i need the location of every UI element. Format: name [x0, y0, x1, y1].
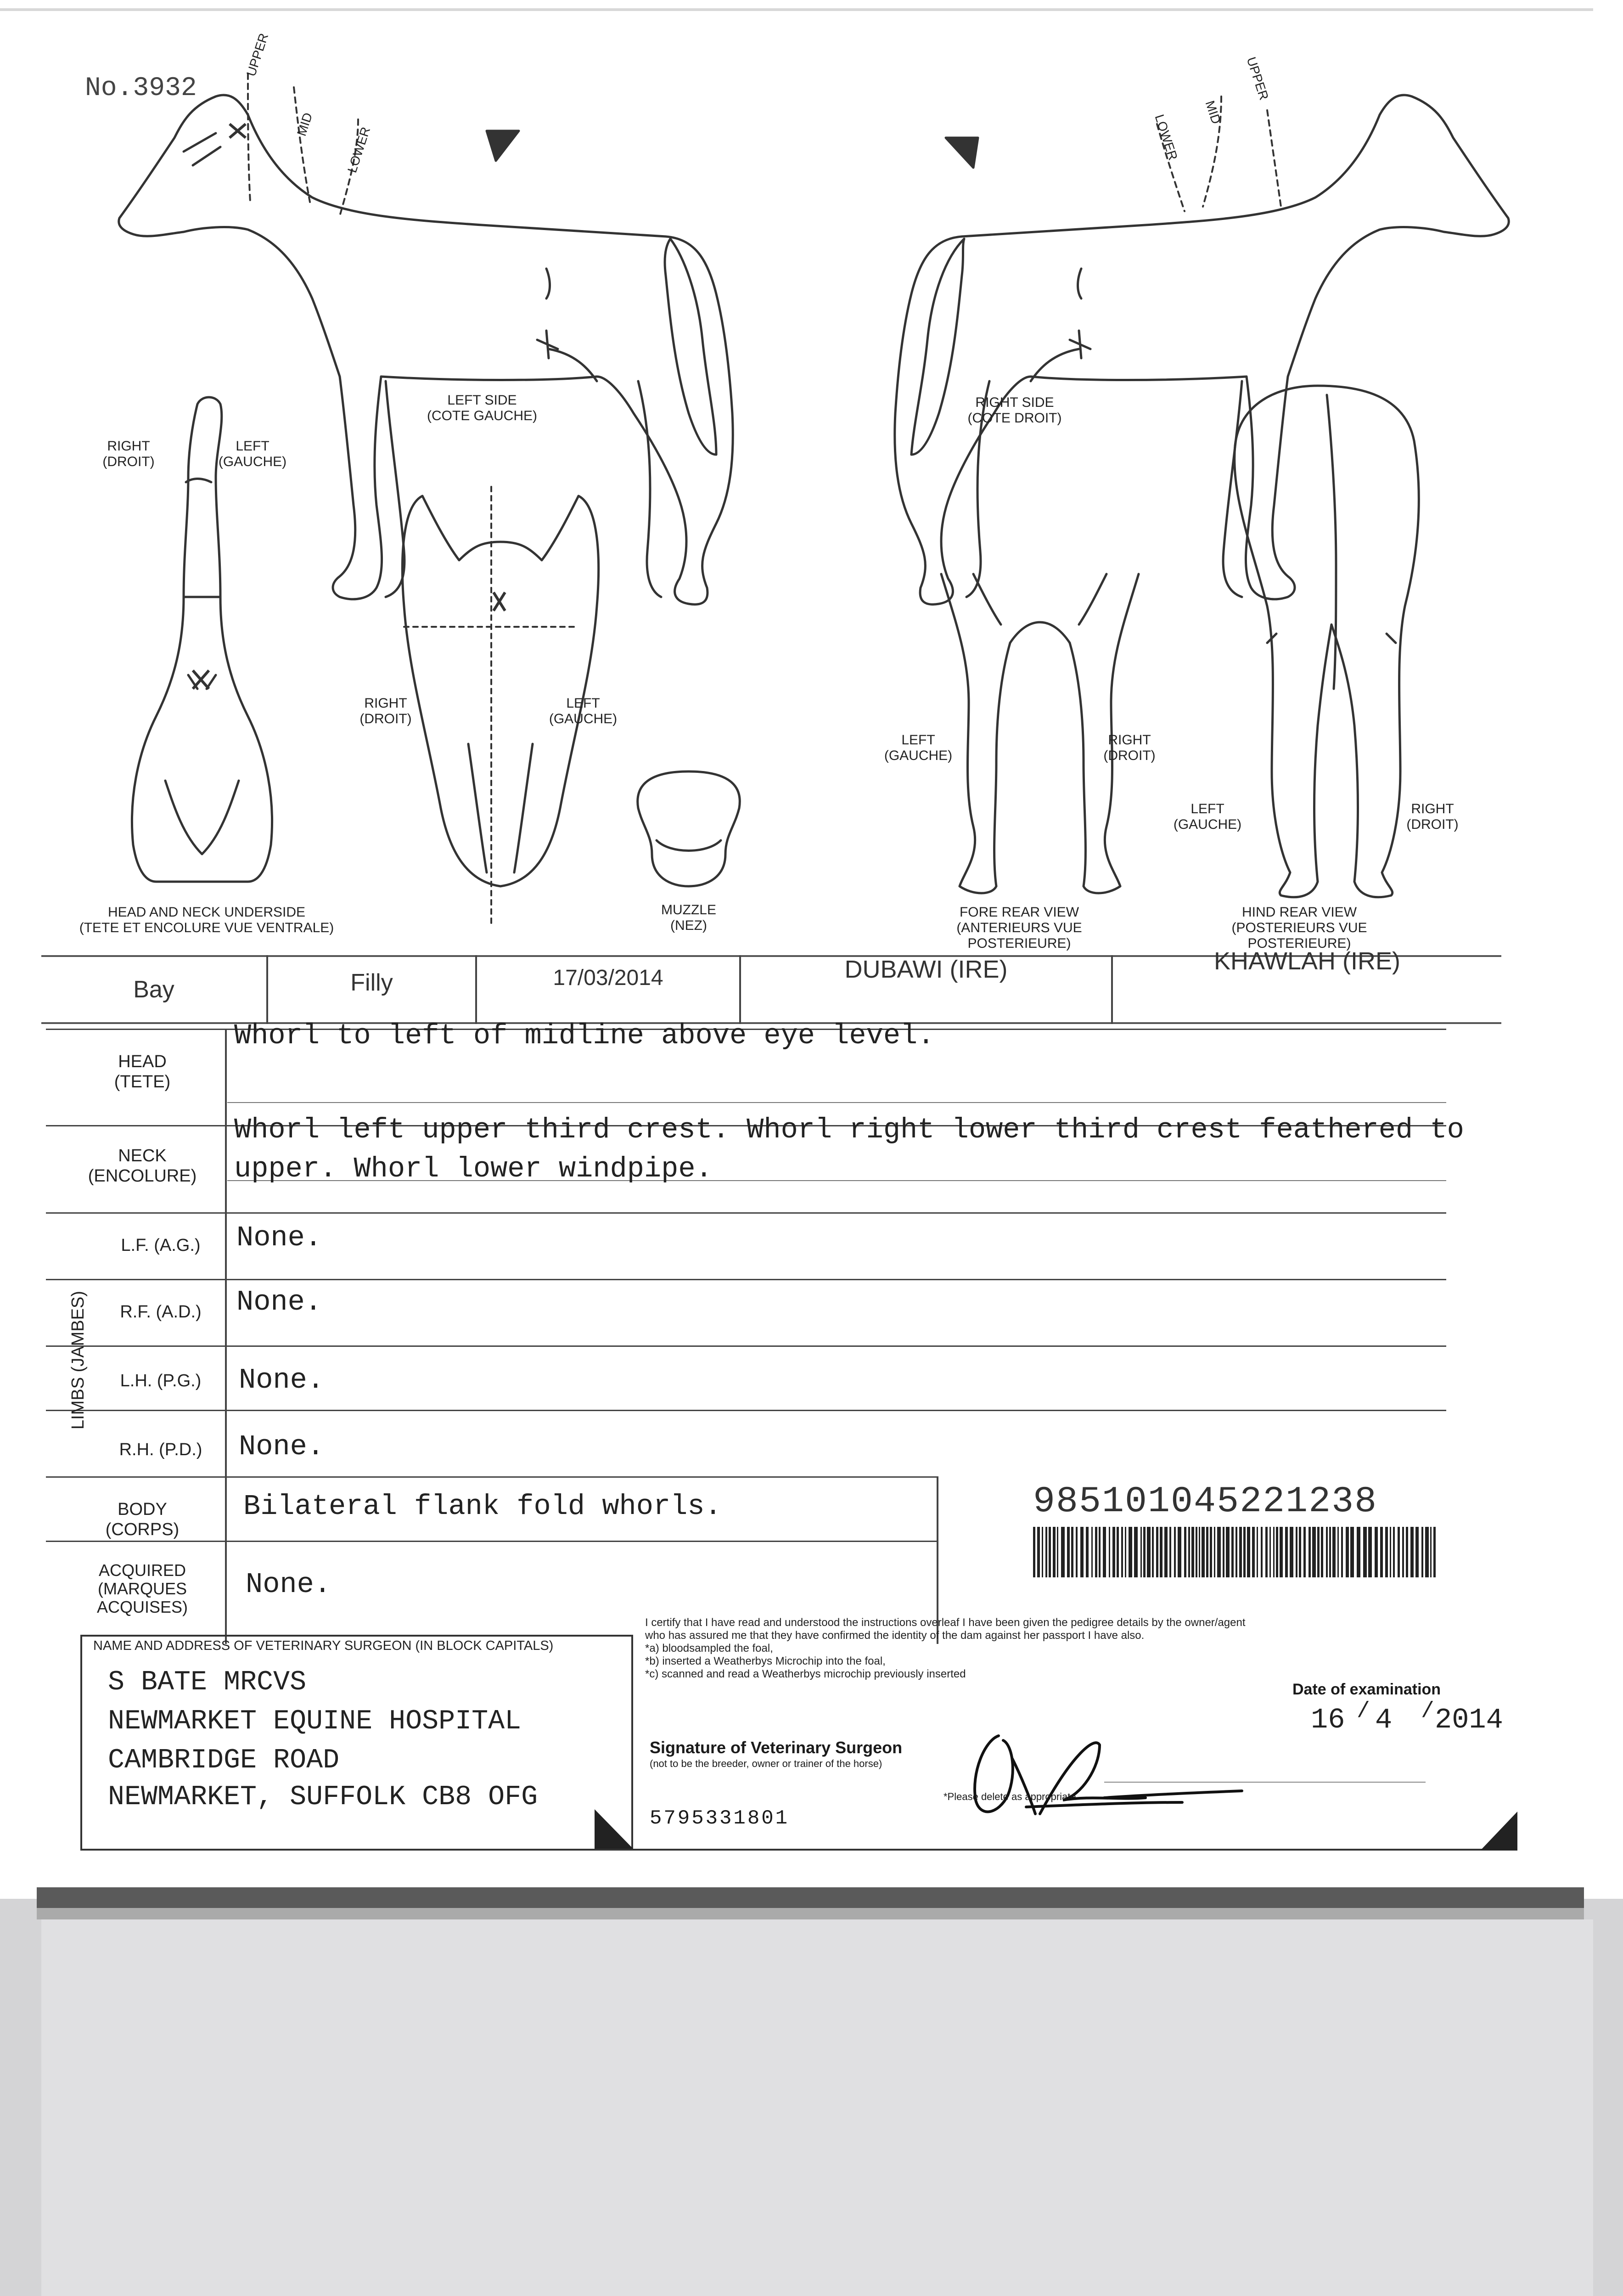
body-marking-text: Bilateral flank fold whorls. — [243, 1490, 722, 1523]
exam-date-sep1: / — [1357, 1699, 1370, 1724]
barcode-bar — [1296, 1527, 1297, 1577]
barcode-bar — [1326, 1527, 1328, 1577]
corner-mark-left — [595, 1809, 633, 1851]
barcode-bar — [1303, 1527, 1306, 1577]
microchip-barcode — [1033, 1527, 1446, 1577]
neck-level-mid-right: MID — [1202, 99, 1224, 126]
barcode-bar — [1350, 1527, 1354, 1577]
barcode-bar — [1076, 1527, 1078, 1577]
barcode-bar — [1265, 1527, 1268, 1577]
barcode-bar — [1380, 1527, 1383, 1577]
barcode-bar — [1206, 1527, 1208, 1577]
horse-sire: DUBAWI (IRE) — [844, 956, 1008, 983]
barcode-bar — [1363, 1527, 1367, 1577]
signature-note: (not to be the breeder, owner or trainer of the horse) — [650, 1758, 882, 1769]
barcode-bar — [1385, 1527, 1388, 1577]
barcode-bar — [1134, 1527, 1138, 1577]
neck-level-mid-left: MID — [294, 111, 315, 138]
neck-level-upper-left: UPPER — [243, 31, 271, 78]
barcode-bar — [1071, 1527, 1073, 1577]
barcode-bar — [1045, 1527, 1047, 1577]
exam-date-year: 2014 — [1435, 1704, 1503, 1736]
barcode-bar — [1164, 1527, 1168, 1577]
barcode-bar — [1273, 1527, 1275, 1577]
horse-colour: Bay — [133, 976, 174, 1003]
barcode-bar — [1210, 1527, 1212, 1577]
markings-table — [46, 1019, 1492, 1644]
vet-heading: NAME AND ADDRESS OF VETERINARY SURGEON (IN BLOCK CAPITALS) — [93, 1638, 554, 1653]
barcode-bar — [1285, 1527, 1288, 1577]
barcode-bar — [1125, 1527, 1126, 1577]
horse-dob: 17/03/2014 — [553, 966, 663, 990]
vet-address-line3: NEWMARKET, SUFFOLK CB8 OFG — [108, 1782, 538, 1813]
label-underside-left: LEFT (GAUCHE) — [218, 439, 287, 469]
barcode-bar — [1406, 1527, 1408, 1577]
barcode-bar — [1247, 1527, 1250, 1577]
barcode-bar — [1152, 1527, 1154, 1577]
caption-fore-rear: FORE REAR VIEW (ANTERIEURS VUE POSTERIEURE) — [956, 905, 1082, 951]
barcode-bar — [1042, 1527, 1043, 1577]
barcode-bar — [1398, 1527, 1400, 1577]
scan-bottom-strip — [37, 1908, 1584, 1919]
exam-date-day: 16 — [1311, 1704, 1345, 1736]
barcode-bar — [1421, 1527, 1423, 1577]
barcode-bar — [1143, 1527, 1146, 1577]
barcode-bar — [1236, 1527, 1237, 1577]
left-side-horse-outline — [119, 95, 733, 604]
caption-underside: HEAD AND NECK UNDERSIDE (TETE ET ENCOLURE VUE VENTRALE) — [79, 905, 334, 935]
vet-section — [80, 1616, 1517, 1851]
barcode-bar — [1425, 1527, 1429, 1577]
barcode-bar — [1109, 1527, 1110, 1577]
barcode-bar — [1156, 1527, 1158, 1577]
barcode-bar — [1415, 1527, 1419, 1577]
barcode-bar — [1375, 1527, 1378, 1577]
body-label: BODY (CORPS) — [105, 1500, 180, 1539]
vet-address-line1: NEWMARKET EQUINE HOSPITAL — [108, 1706, 522, 1737]
head-label: HEAD (TETE) — [114, 1052, 171, 1092]
microchip-number: 985101045221238 — [1033, 1481, 1378, 1523]
barcode-bar — [1321, 1527, 1323, 1577]
barcode-bar — [1332, 1527, 1336, 1577]
reference-number: 5795331801 — [650, 1807, 790, 1830]
label-fore-right: RIGHT (DROIT) — [1103, 732, 1156, 763]
barcode-bar — [1231, 1527, 1234, 1577]
barcode-bar — [1357, 1527, 1360, 1577]
neck-level-lower-left: LOWER — [344, 125, 373, 174]
barcode-bar — [1147, 1527, 1151, 1577]
rh-marking-text: None. — [239, 1430, 325, 1463]
barcode-bar — [1129, 1527, 1132, 1577]
barcode-bar — [1430, 1527, 1432, 1577]
label-head-right: RIGHT (DROIT) — [359, 696, 412, 726]
label-right-side: RIGHT SIDE (COTE DROIT) — [967, 395, 1062, 426]
barcode-bar — [1091, 1527, 1093, 1577]
head-marking-text: Whorl to left of midline above eye level. — [234, 1019, 935, 1052]
lh-marking-text: None. — [239, 1364, 325, 1396]
barcode-bar — [1368, 1527, 1372, 1577]
head-front-outline — [402, 496, 598, 886]
barcode-bar — [1053, 1527, 1056, 1577]
serial-number: No.3932 — [85, 73, 197, 103]
barcode-bar — [1393, 1527, 1395, 1577]
identity-row — [41, 947, 1501, 1024]
barcode-bar — [1099, 1527, 1101, 1577]
exam-date-sep2: / — [1421, 1699, 1434, 1724]
barcode-bar — [1199, 1527, 1200, 1577]
label-underside-right: RIGHT (DROIT) — [102, 439, 155, 469]
barcode-bar — [1390, 1527, 1391, 1577]
barcode-bar — [1433, 1527, 1436, 1577]
scan-bottom-fill — [41, 1919, 1593, 2296]
neck-label: NECK (ENCOLURE) — [88, 1146, 197, 1186]
barcode-bar — [1160, 1527, 1162, 1577]
certification-text: I certify that I have read and understood the instructions overleaf I have been given the pedigree details by the owner/agent who has assured me that they have confirmed the identity of the dam against her passport I have also. *a) bloodsampled the foal, *b) inserted a Weatherbys Microchip into the foal, *c) scanned and read a Weatherbys microchip previously inserted — [645, 1616, 1246, 1680]
limbs-label: LIMBS (JAMBES) — [68, 1291, 88, 1429]
neck-marking-line1: Whorl left upper third crest. Whorl right lower third crest feathered to — [234, 1114, 1464, 1146]
label-left-side: LEFT SIDE (COTE GAUCHE) — [427, 393, 537, 423]
neck-marking-line2: upper. Whorl lower windpipe. — [234, 1153, 713, 1185]
barcode-bar — [1067, 1527, 1070, 1577]
rh-label: R.H. (P.D.) — [119, 1440, 202, 1459]
scan-bottom-edge — [37, 1887, 1584, 1908]
barcode-bar — [1169, 1527, 1171, 1577]
barcode-bar — [1121, 1527, 1123, 1577]
rf-marking-text: None. — [236, 1286, 322, 1318]
vet-signature — [943, 1708, 1274, 1823]
corner-mark-right — [1481, 1812, 1517, 1851]
barcode-bar — [1312, 1527, 1316, 1577]
barcode-bar — [1061, 1527, 1065, 1577]
label-hind-right: RIGHT (DROIT) — [1406, 801, 1459, 832]
barcode-bar — [1261, 1527, 1263, 1577]
barcode-bar — [1057, 1527, 1058, 1577]
vet-address-line2: CAMBRIDGE ROAD — [108, 1745, 340, 1776]
barcode-bar — [1191, 1527, 1194, 1577]
barcode-bar — [1410, 1527, 1414, 1577]
barcode-bar — [1214, 1527, 1215, 1577]
barcode-bar — [1188, 1527, 1190, 1577]
horse-sex: Filly — [350, 969, 393, 996]
barcode-bar — [1341, 1527, 1343, 1577]
label-hind-left: LEFT (GAUCHE) — [1173, 801, 1242, 832]
barcode-bar — [1184, 1527, 1186, 1577]
rf-label: R.F. (A.D.) — [120, 1302, 202, 1322]
acquired-marking-text: None. — [246, 1568, 331, 1601]
barcode-bar — [1223, 1527, 1224, 1577]
caption-hind-rear: HIND REAR VIEW (POSTERIEURS VUE POSTERIEURE) — [1231, 905, 1367, 951]
horse-diagrams — [0, 0, 1623, 964]
lf-label: L.F. (A.G.) — [121, 1236, 201, 1255]
barcode-bar — [1095, 1527, 1097, 1577]
barcode-bar — [1346, 1527, 1349, 1577]
barcode-bar — [1174, 1527, 1176, 1577]
barcode-bar — [1226, 1527, 1230, 1577]
barcode-bar — [1309, 1527, 1311, 1577]
barcode-bar — [1252, 1527, 1255, 1577]
exam-date-month: 4 — [1375, 1704, 1393, 1736]
barcode-bar — [1402, 1527, 1404, 1577]
label-head-left: LEFT (GAUCHE) — [549, 696, 618, 726]
underside-outline — [132, 397, 272, 882]
barcode-bar — [1276, 1527, 1278, 1577]
barcode-bar — [1178, 1527, 1181, 1577]
barcode-bar — [1239, 1527, 1242, 1577]
barcode-bar — [1257, 1527, 1258, 1577]
barcode-bar — [1269, 1527, 1271, 1577]
barcode-bar — [1196, 1527, 1197, 1577]
barcode-bar — [1280, 1527, 1283, 1577]
neck-level-lower-right: LOWER — [1152, 113, 1180, 162]
signature-label: Signature of Veterinary Surgeon — [650, 1738, 903, 1757]
barcode-bar — [1086, 1527, 1089, 1577]
horse-dam: KHAWLAH (IRE) — [1213, 947, 1401, 975]
barcode-bar — [1329, 1527, 1331, 1577]
acquired-label: ACQUIRED (MARQUES ACQUISES) — [96, 1561, 188, 1616]
barcode-bar — [1317, 1527, 1320, 1577]
barcode-bar — [1290, 1527, 1293, 1577]
label-fore-left: LEFT (GAUCHE) — [884, 732, 953, 763]
neck-level-upper-right: UPPER — [1244, 55, 1271, 102]
date-label: Date of examination — [1292, 1681, 1441, 1698]
barcode-bar — [1037, 1527, 1040, 1577]
muzzle-outline — [638, 771, 740, 886]
barcode-bar — [1080, 1527, 1084, 1577]
lh-label: L.H. (P.G.) — [120, 1371, 202, 1390]
barcode-bar — [1299, 1527, 1301, 1577]
barcode-bar — [1140, 1527, 1142, 1577]
lf-marking-text: None. — [236, 1221, 322, 1254]
barcode-bar — [1217, 1527, 1221, 1577]
barcode-bar — [1202, 1527, 1205, 1577]
barcode-bar — [1117, 1527, 1119, 1577]
barcode-bar — [1243, 1527, 1246, 1577]
barcode-bar — [1337, 1527, 1339, 1577]
vet-name: S BATE MRCVS — [108, 1667, 307, 1698]
caption-muzzle: MUZZLE (NEZ) — [661, 902, 716, 933]
barcode-bar — [1103, 1527, 1106, 1577]
barcode-bar — [1112, 1527, 1115, 1577]
barcode-bar — [1049, 1527, 1051, 1577]
barcode-bar — [1033, 1527, 1035, 1577]
delete-note: *Please delete as appropriate — [943, 1791, 1076, 1802]
